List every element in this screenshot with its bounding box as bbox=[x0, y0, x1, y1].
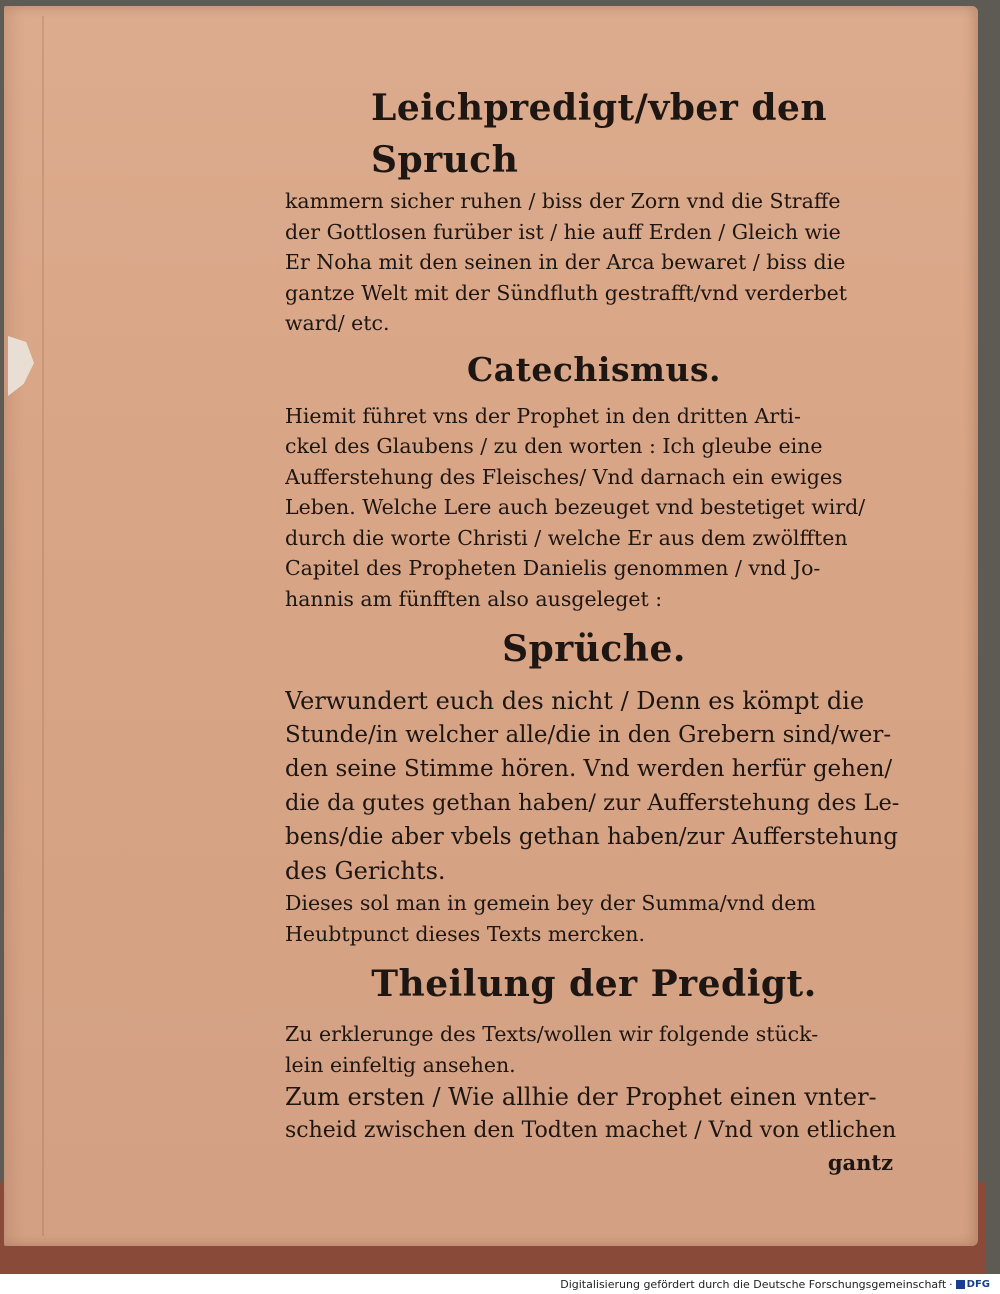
text-line: Hiemit führet vns der Prophet in den dritten Arti- bbox=[285, 403, 801, 428]
text-line: Stunde/in welcher alle/die in den Grebern sind/wer- bbox=[285, 722, 892, 748]
division-heading: Theilung der Predigt. bbox=[371, 963, 817, 1005]
text-line: Zum ersten / Wie allhie der Prophet einen vnter- bbox=[285, 1083, 877, 1111]
text-line: durch die worte Christi / welche Er aus dem zwölfften bbox=[285, 525, 848, 550]
text-line: Aufferstehung des Fleisches/ Vnd darnach ein ewiges bbox=[285, 464, 843, 489]
digitization-footer bbox=[560, 1278, 990, 1291]
text-line: des Gerichts. bbox=[285, 857, 446, 885]
page-tear bbox=[8, 336, 34, 396]
dfg-logo bbox=[956, 1279, 990, 1290]
text-line: ckel des Glaubens / zu den worten : Ich gleube eine bbox=[285, 434, 823, 458]
division-paragraph bbox=[285, 1019, 903, 1080]
text-line: Capitel des Propheten Danielis genommen / vnd Jo- bbox=[285, 556, 821, 580]
catchword: gantz bbox=[827, 1150, 893, 1175]
text-line: Dieses sol man in gemein bey der Summa/vnd dem bbox=[285, 891, 816, 915]
text-line: lein einfeltig ansehen. bbox=[285, 1052, 516, 1077]
catechism-heading: Catechismus. bbox=[466, 349, 722, 389]
text-line: der Gottlosen furüber ist / hie auff Erden / Gleich wie bbox=[285, 219, 841, 244]
footer-credit: Digitalisierung gefördert durch die Deutsche Forschungsgemeinschaft bbox=[560, 1278, 947, 1291]
dfg-logo-icon bbox=[956, 1280, 965, 1289]
dfg-logo-text: DFG bbox=[966, 1279, 990, 1290]
sayings-heading: Sprüche. bbox=[502, 628, 686, 670]
text-line: kammern sicher ruhen / biss der Zorn vnd die Straffe bbox=[285, 189, 841, 213]
first-point-paragraph bbox=[285, 1080, 903, 1148]
text-line: bens/die aber vbels gethan haben/zur Aufferstehung bbox=[285, 824, 898, 850]
text-line: ward/ etc. bbox=[285, 311, 390, 335]
footer-separator: · bbox=[949, 1278, 953, 1291]
text-line: Er Noha mit den seinen in der Arca bewaret / biss die bbox=[285, 250, 846, 274]
catechism-paragraph bbox=[285, 401, 903, 615]
page-fold-line bbox=[42, 16, 44, 1236]
page-text bbox=[285, 82, 903, 1178]
sayings-paragraph bbox=[285, 684, 903, 888]
text-line: den seine Stimme hören. Vnd werden herfür gehen/ bbox=[285, 756, 893, 782]
text-line: gantze Welt mit der Sündfluth gestrafft/vnd verderbet bbox=[285, 280, 848, 305]
sayings-note bbox=[285, 888, 903, 949]
intro-paragraph bbox=[285, 186, 903, 339]
text-line: hannis am fünfften also ausgeleget : bbox=[285, 586, 663, 611]
text-line: Leben. Welche Lere auch bezeuget vnd bestetiget wird/ bbox=[285, 495, 866, 519]
running-head: Leichpredigt/vber den Spruch bbox=[371, 87, 828, 181]
text-line: Heubtpunct dieses Texts mercken. bbox=[285, 921, 646, 946]
text-line: scheid zwischen den Todten machet / Vnd von etlichen bbox=[285, 1118, 897, 1143]
text-line: Zu erklerunge des Texts/wollen wir folgende stück- bbox=[285, 1022, 819, 1046]
text-line: Verwundert euch des nicht / Denn es kömpt die bbox=[285, 687, 865, 715]
text-line: die da gutes gethan haben/ zur Aufferstehung des Le- bbox=[285, 790, 900, 816]
